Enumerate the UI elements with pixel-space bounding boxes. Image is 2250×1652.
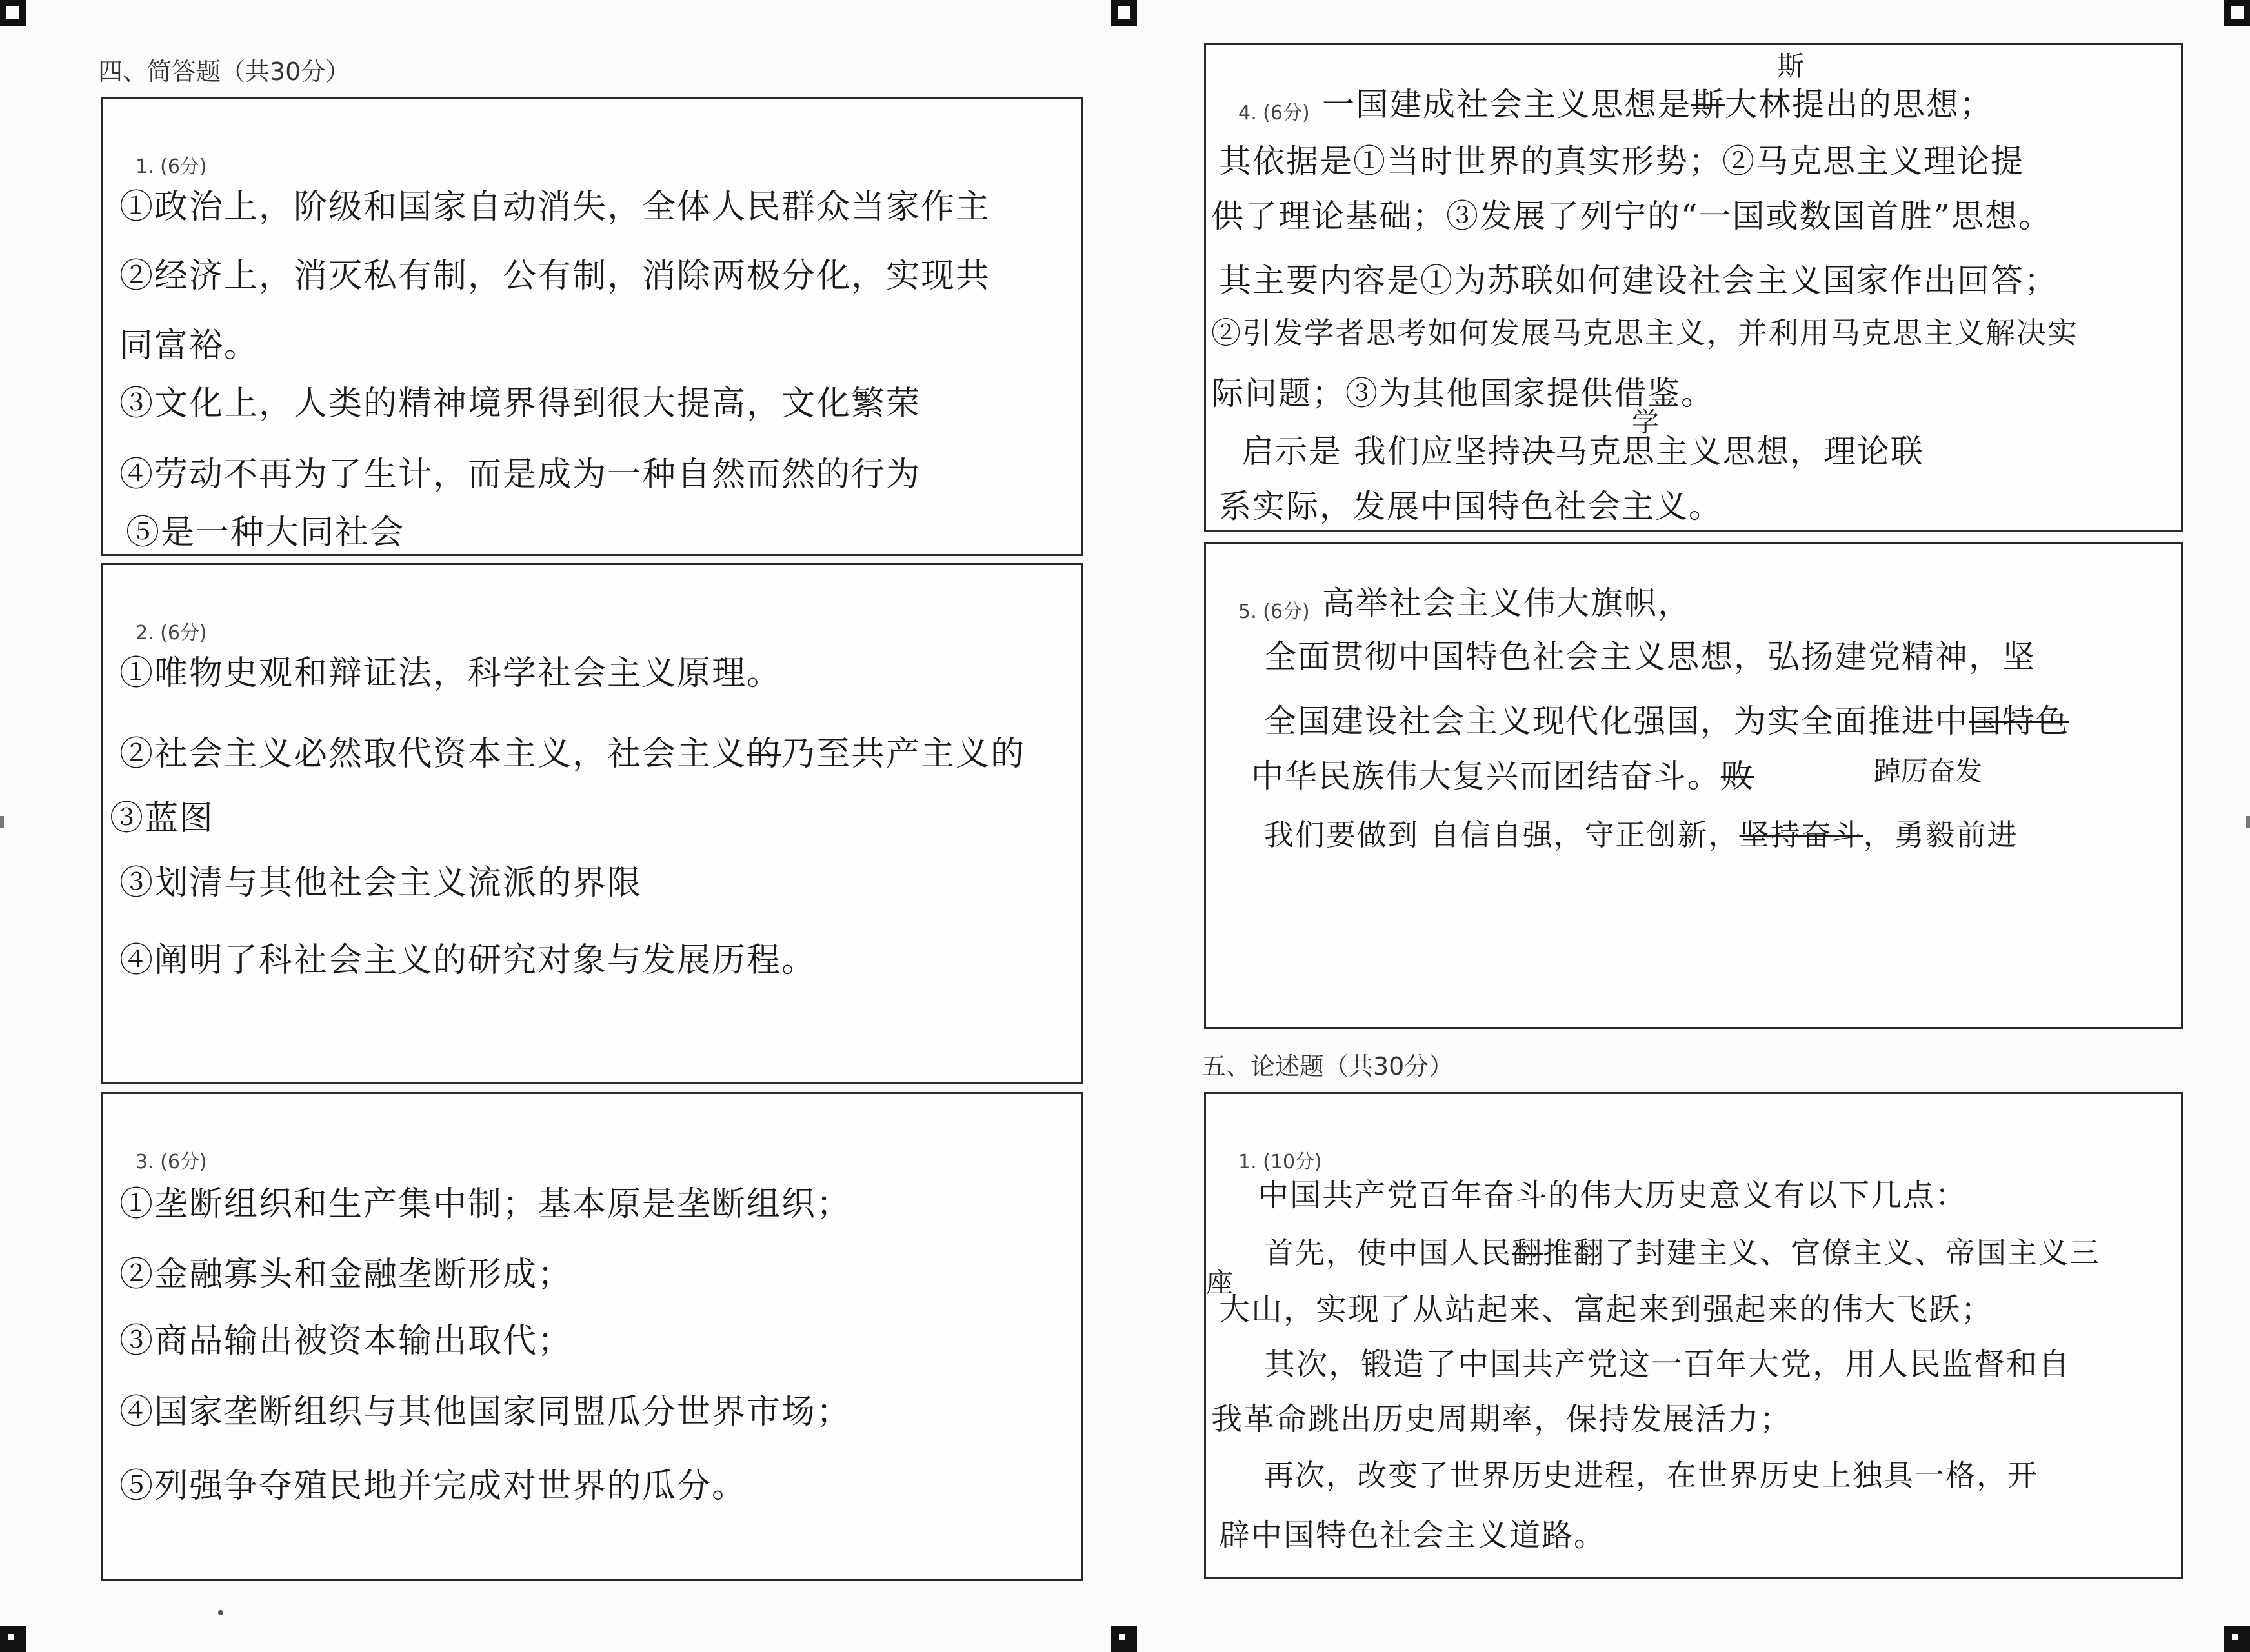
handwritten-line: ③蓝图 <box>110 799 215 838</box>
handwritten-line: 系实际，发展中国特色社会主义。 <box>1219 488 1722 525</box>
handwritten-line: ④劳动不再为了生计，而是成为一种自然而然的行为 <box>119 455 921 494</box>
handwritten-line: ②引发学者思考如何发展马克思主义，并利用马克思主义解决实 <box>1211 315 2078 350</box>
handwritten-text: 其次，锻造了中国共产党这一百年大党，用人民 <box>1264 1346 1942 1382</box>
handwritten-text: 中华民族伟大复兴而团结奋斗。 <box>1251 757 1721 795</box>
question-label-q3: 3. (6分) <box>136 1151 207 1173</box>
question-label-essay-q1: 1. (10分) <box>1238 1151 1322 1173</box>
handwritten-line: ④国家垄断组织与其他国家同盟瓜分世界市场； <box>119 1393 852 1431</box>
handwritten-text: 推翻了封建主义、官僚主义、帝国主义三 <box>1543 1235 2100 1270</box>
question-label-q4: 4. (6分) <box>1238 102 1310 124</box>
handwritten-line-with-strike <box>1241 426 1924 472</box>
crossed-out-text: 败 <box>1721 757 1754 795</box>
inserted-correction: 斯 <box>1777 50 1805 82</box>
handwritten-line: ③划清与其他社会主义流派的界限 <box>119 864 643 902</box>
handwritten-line-with-strike <box>1322 79 1993 125</box>
handwritten-line: ④阐明了科社会主义的研究对象与发展历程。 <box>119 941 817 980</box>
handwritten-line: 际问题；③为其他国家提供借鉴。 <box>1211 375 1714 412</box>
answer-box-q5 <box>1204 542 2183 1029</box>
handwritten-line: ②金融寡头和金融垄断形成； <box>119 1255 573 1294</box>
handwritten-text: ②社会主义必然取代资本主义，社会主义 <box>119 735 747 773</box>
handwritten-line: ①垄断组织和生产集中制；基本原是垄断组织； <box>119 1185 852 1224</box>
question-label-q5: 5. (6分) <box>1238 601 1310 623</box>
crossed-out-text: 坚持奋斗 <box>1739 817 1863 852</box>
registration-marker-bottom-center <box>1111 1626 1137 1652</box>
registration-marker-top-left <box>0 0 26 26</box>
handwritten-text: 马克思主义思想，理论联 <box>1554 433 1924 470</box>
crossed-out-text: 斯 <box>1691 86 1725 123</box>
handwritten-line: 中国共产党百年奋斗的伟大历史意义有以下几点： <box>1258 1177 1968 1213</box>
inserted-correction: 踔厉奋发 <box>1874 755 1983 787</box>
handwritten-line: 其依据是①当时世界的真实形势；②马克思主义理论提 <box>1219 143 2024 180</box>
answer-box-q3 <box>101 1092 1083 1581</box>
handwritten-text: ，勇毅前进 <box>1863 817 2018 852</box>
handwritten-line-with-strike <box>1264 695 2069 742</box>
scan-speck <box>218 1610 223 1615</box>
section-title-short-answer: 四、简答题（共30分） <box>98 57 350 86</box>
margin-insertion: 座 <box>1206 1267 1234 1299</box>
handwritten-text: 首先，使中国人民 <box>1264 1235 1512 1270</box>
handwritten-line: 其主要内容是①为苏联如何建设社会主义国家作出回答； <box>1219 262 2058 299</box>
handwritten-line-with-strike <box>1264 1229 2100 1272</box>
edge-tick-left <box>0 816 4 828</box>
handwritten-line: 供了理论基础；③发展了列宁的“一国或数国首胜”思想。 <box>1211 197 2053 235</box>
crossed-out-text: 国特色 <box>1969 702 2069 740</box>
handwritten-text: 全国建设社会主义现代化强国，为实全面推进中 <box>1264 702 1969 740</box>
handwritten-line-with-strike <box>1264 811 2018 854</box>
handwritten-line: ⑤是一种大同社会 <box>126 513 405 552</box>
handwritten-line-with-strike <box>1264 1339 2071 1384</box>
handwritten-line: 高举社会主义伟大旗帜， <box>1322 584 1691 622</box>
handwritten-text: 乃至共产主义的 <box>781 735 1026 773</box>
registration-marker-top-center <box>1111 0 1137 26</box>
handwritten-line: ①唯物史观和辩证法，科学社会主义原理。 <box>119 654 782 693</box>
handwritten-line: ⑤列强争夺殖民地并完成对世界的瓜分。 <box>119 1467 747 1506</box>
handwritten-line: 我革命跳出历史周期率，保持发展活力； <box>1211 1401 1793 1437</box>
handwritten-line: ③文化上，人类的精神境界得到很大提高，文化繁荣 <box>119 384 921 423</box>
handwritten-text: 我们要做到 自信自强，守正创新， <box>1264 817 1740 852</box>
answer-box-q2 <box>101 563 1083 1084</box>
crossed-out-text: 的 <box>747 735 782 773</box>
question-label-q2: 2. (6分) <box>136 622 207 644</box>
handwritten-text: 一国建成社会主义思想是 <box>1322 86 1691 123</box>
handwritten-line: 同富裕。 <box>119 326 259 365</box>
edge-tick-right <box>2246 816 2250 828</box>
question-label-q1: 1. (6分) <box>136 155 207 178</box>
answer-box-q1 <box>101 97 1083 556</box>
handwritten-line: 辟中国特色社会主义道路。 <box>1219 1517 1607 1553</box>
handwritten-line-with-strike <box>119 726 1025 775</box>
handwritten-text: 监督和自 <box>1942 1346 2071 1382</box>
registration-marker-bottom-left <box>0 1626 26 1652</box>
inserted-correction: 学 <box>1632 406 1660 438</box>
handwritten-line: ②经济上，消灭私有制，公有制，消除两极分化，实现共 <box>119 257 991 295</box>
answer-box-essay-q1 <box>1204 1092 2183 1579</box>
handwritten-text: 大林提出的思想； <box>1725 86 1993 123</box>
section-title-essay: 五、论述题（共30分） <box>1201 1052 1454 1080</box>
handwritten-text: 启示是 我们应坚持 <box>1241 433 1522 470</box>
crossed-out-text: 翻 <box>1512 1235 1543 1270</box>
registration-marker-bottom-right <box>2224 1626 2250 1652</box>
handwritten-line-with-strike <box>1251 750 1754 797</box>
handwritten-line: 再次，改变了世界历史进程，在世界历史上独具一格，开 <box>1264 1458 2038 1493</box>
handwritten-line: ①政治上，阶级和国家自动消失，全体人民群众当家作主 <box>119 188 991 226</box>
handwritten-line: 大山，实现了从站起来、富起来到强起来的伟大飞跃； <box>1219 1291 1994 1328</box>
handwritten-line: 全面贯彻中国特色社会主义思想，弘扬建党精神，坚 <box>1264 638 2036 675</box>
answer-box-q4 <box>1204 43 2183 532</box>
crossed-out-text: 决 <box>1521 433 1555 470</box>
handwritten-line: ③商品输出被资本输出取代； <box>119 1322 573 1360</box>
registration-marker-top-right <box>2224 0 2250 26</box>
